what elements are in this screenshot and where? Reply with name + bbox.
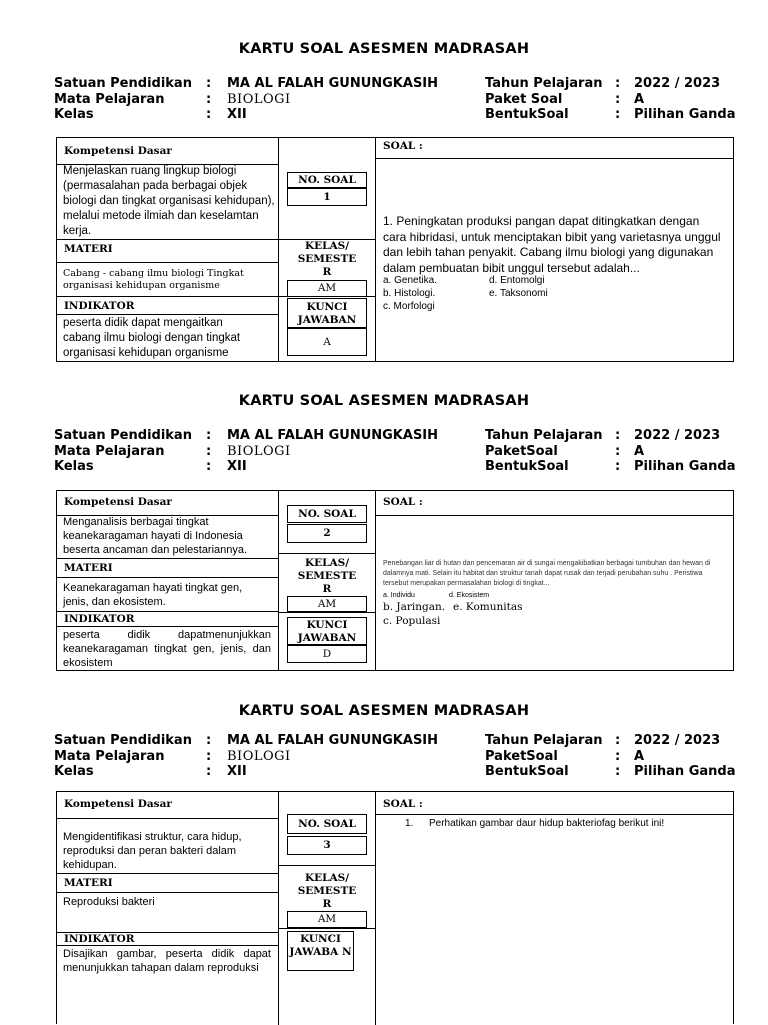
no-soal-label: NO. SOAL (287, 172, 367, 188)
paket-value: A (634, 443, 645, 459)
option-c: c. Populasi (383, 615, 441, 627)
paket-label: Paket Soal (485, 91, 563, 107)
no-soal-value: 1 (287, 188, 367, 206)
indikator-label: INDIKATOR (64, 933, 135, 945)
bentuk-label: BentukSoal (485, 459, 569, 474)
header-right: Tahun Pelajaran : 2022 / 2023 PaketSoal : A BentukSoal : Pilihan Ganda (485, 428, 736, 474)
kelas-semester-value: AM (287, 280, 367, 297)
no-soal-label: NO. SOAL (287, 505, 367, 523)
soal-label: SOAL : (383, 798, 423, 810)
soal-text: Penebangan liar di hutan dan pencemaran air di sungai mengakibatkan berbagai tumbuhan dan hewan di dalamnya mati. Selain itu habitat dan struktur tanah dapat rusak dan terjadi perubahan suhu . Peristiwa tersebut merupakan permasalahan biologi di tingkat... (383, 560, 711, 587)
card-title: KARTU SOAL ASESMEN MADRASAH (238, 41, 530, 57)
kd-label: Kompetensi Dasar (64, 496, 172, 508)
soal-text: Perhatikan gambar daur hidup bakteriofag berikut ini! (429, 818, 665, 829)
option-c: c. Morfologi (383, 301, 435, 312)
satuan-label: Satuan Pendidikan (54, 428, 192, 443)
mapel-label: Mata Pelajaran (54, 91, 165, 107)
card-title: KARTU SOAL ASESMEN MADRASAH (238, 393, 530, 409)
question-card-table (56, 490, 734, 671)
materi-text: Reproduksi bakteri (63, 896, 155, 908)
kelas-value: XII (227, 459, 247, 474)
materi-label: MATERI (64, 877, 113, 889)
kd-text: Menganalisis berbagai tingkat keanekaragaman hayati di Indonesia beserta ancaman dan pelestariannya. (63, 516, 248, 556)
no-soal-value: 3 (287, 836, 367, 855)
paket-label: PaketSoal (485, 748, 558, 764)
option-d: d. Ekosistem (449, 592, 490, 599)
option-b: b. Jaringan. (383, 601, 446, 613)
kd-label: Kompetensi Dasar (64, 798, 172, 810)
bentuk-value: Pilihan Ganda (634, 764, 736, 779)
satuan-value: MA AL FALAH GUNUNGKASIH (227, 733, 439, 748)
satuan-value: MA AL FALAH GUNUNGKASIH (227, 428, 439, 443)
tahun-value: 2022 / 2023 (634, 428, 721, 443)
indikator-label: INDIKATOR (64, 300, 135, 312)
tahun-label: Tahun Pelajaran (485, 76, 603, 91)
materi-label: MATERI (64, 562, 113, 574)
materi-text: Cabang - cabang ilmu biologi Tingkat organisasi kehidupan organisme (63, 268, 244, 291)
paket-value: A (634, 748, 645, 764)
kd-text: Menjelaskan ruang lingkup biologi (permasalahan pada berbagai objek biologi dan tingkat organisasi kehidupan), melalui metode ilmiah dan keselamtan kerja. (63, 165, 275, 237)
option-d: d. Entomolgi (489, 275, 545, 286)
paket-value: A (634, 91, 645, 107)
mapel-value: BIOLOGI (227, 748, 291, 764)
satuan-label: Satuan Pendidikan (54, 76, 192, 91)
kelas-semester-label: KELAS/ SEMESTE R (297, 872, 357, 910)
option-e: e. Taksonomi (489, 288, 548, 299)
mapel-label: Mata Pelajaran (54, 443, 165, 459)
kelas-label: Kelas (54, 764, 94, 779)
bentuk-label: BentukSoal (485, 764, 569, 779)
kelas-label: Kelas (54, 459, 94, 474)
header-left: Satuan Pendidikan : MA AL FALAH GUNUNGKASIH Mata Pelajaran : BIOLOGI Kelas : XII (54, 733, 439, 779)
bentuk-value: Pilihan Ganda (634, 107, 736, 122)
soal-label: SOAL : (383, 496, 423, 508)
kunci-value: A (287, 328, 367, 356)
indikator-text: peserta didik dapatmenunjukkan keanekaragaman tingkat gen, jenis, dan ekosistem (63, 629, 271, 669)
tahun-value: 2022 / 2023 (634, 76, 721, 91)
satuan-value: MA AL FALAH GUNUNGKASIH (227, 76, 439, 91)
kelas-label: Kelas (54, 107, 94, 122)
kunci-label: KUNCI JAWABAN (287, 298, 367, 328)
option-a: a. Genetika. (383, 275, 437, 286)
satuan-label: Satuan Pendidikan (54, 733, 192, 748)
bentuk-value: Pilihan Ganda (634, 459, 736, 474)
kunci-label: KUNCI JAWABA N (287, 931, 354, 971)
mapel-value: BIOLOGI (227, 443, 291, 459)
materi-text: Keanekaragaman hayati tingkat gen, jenis, dan ekosistem. (63, 582, 243, 608)
indikator-text: peserta didik dapat mengaitkan cabang ilmu biologi dengan tingkat organisasi kehidupan organisme (63, 317, 241, 359)
mapel-label: Mata Pelajaran (54, 748, 165, 764)
header-right: Tahun Pelajaran : 2022 / 2023 Paket Soal : A BentukSoal : Pilihan Ganda (485, 76, 736, 122)
header-right: Tahun Pelajaran : 2022 / 2023 PaketSoal : A BentukSoal : Pilihan Ganda (485, 733, 736, 779)
indikator-label: INDIKATOR (64, 613, 135, 625)
kelas-semester-value: AM (287, 911, 367, 928)
option-a: a. Individu (383, 592, 415, 599)
paket-label: PaketSoal (485, 443, 558, 459)
question-card-table (56, 137, 734, 362)
tahun-value: 2022 / 2023 (634, 733, 721, 748)
no-soal-value: 2 (287, 524, 367, 543)
kelas-value: XII (227, 764, 247, 779)
header-left: Satuan Pendidikan : MA AL FALAH GUNUNGKASIH Mata Pelajaran : BIOLOGI Kelas : XII (54, 76, 439, 122)
tahun-label: Tahun Pelajaran (485, 733, 603, 748)
kd-label: Kompetensi Dasar (64, 145, 172, 157)
kelas-semester-value: AM (287, 596, 367, 612)
soal-text: 1. Peningkatan produksi pangan dapat ditingkatkan dengan cara hibridasi, untuk menciptakan bibit yang varietasnya unggul dan lebih tahan penyakit. Cabang ilmu biologi yang digunakan dalam pembuatan bibit unggul tersebut adalah... (383, 214, 721, 275)
header-left: Satuan Pendidikan : MA AL FALAH GUNUNGKASIH Mata Pelajaran : BIOLOGI Kelas : XII (54, 428, 439, 474)
question-card-table (56, 791, 734, 1024)
option-e: e. Komunitas (453, 601, 523, 613)
kelas-semester-label: KELAS/ SEMESTE R (297, 557, 357, 595)
kd-text: Mengidentifikasi struktur, cara hidup, reproduksi dan peran bakteri dalam kehidupan. (63, 831, 242, 871)
materi-label: MATERI (64, 243, 113, 255)
card-title: KARTU SOAL ASESMEN MADRASAH (238, 703, 530, 719)
kelas-value: XII (227, 107, 247, 122)
soal-label: SOAL : (383, 140, 423, 152)
bentuk-label: BentukSoal (485, 107, 569, 122)
option-b: b. Histologi. (383, 288, 436, 299)
tahun-label: Tahun Pelajaran (485, 428, 603, 443)
indikator-text: Disajikan gambar, peserta didik dapat menunjukkan tahapan dalam reproduksi (63, 948, 271, 974)
soal-number: 1. (405, 818, 414, 829)
kunci-value: D (287, 645, 367, 663)
kelas-semester-label: KELAS/ SEMESTE R (297, 240, 357, 278)
no-soal-label: NO. SOAL (287, 814, 367, 834)
kunci-label: KUNCI JAWABAN (287, 617, 367, 645)
mapel-value: BIOLOGI (227, 91, 291, 107)
